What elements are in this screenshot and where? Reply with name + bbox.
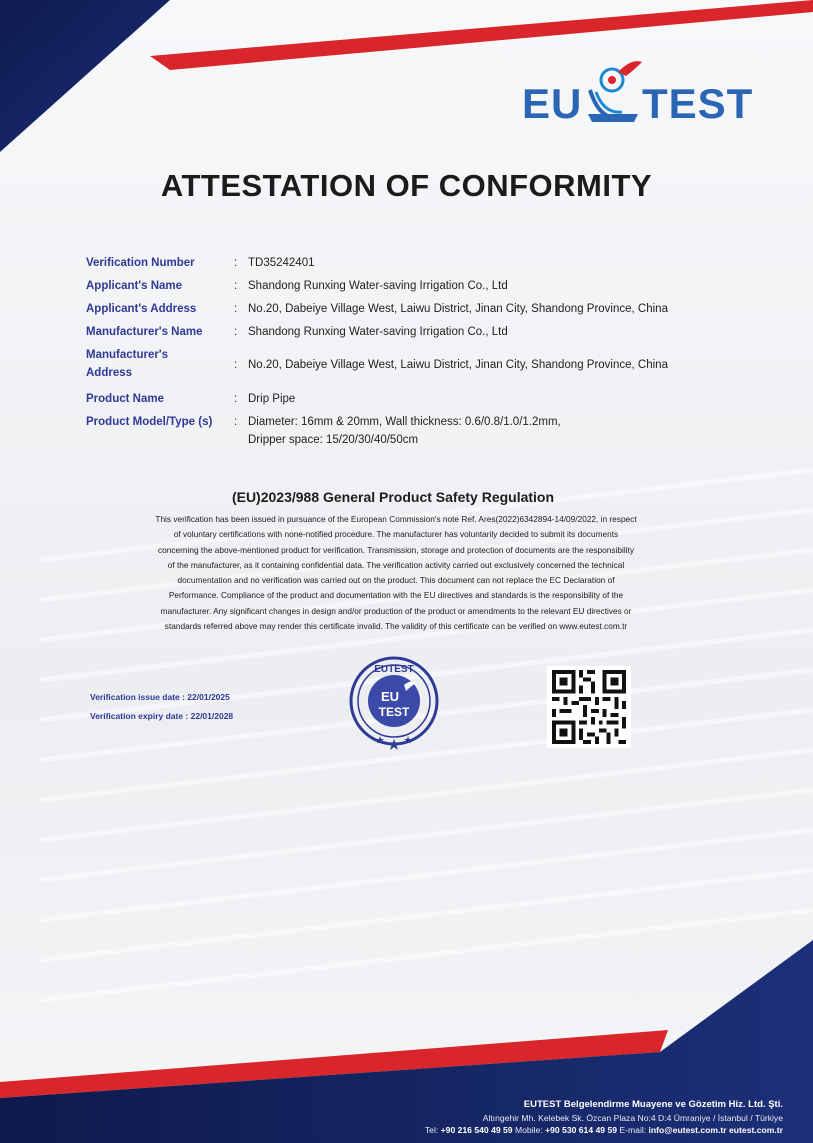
field-value: No.20, Dabeiye Village West, Laiwu District, Jinan City, Shandong Province, China — [248, 303, 668, 315]
field-label: Verification Number — [86, 257, 195, 269]
field-colon: : — [234, 280, 238, 292]
expiry-date: Verification expiry date : 22/01/2028 — [90, 711, 234, 721]
field-value-line2: Dripper space: 15/20/30/40/50cm — [248, 434, 419, 446]
field-label-line1: Manufacturer's — [86, 349, 168, 361]
logo-test-text: TEST — [642, 80, 754, 127]
field-value-line1: Diameter: 16mm & 20mm, Wall thickness: 0.6/0.8/1.0/1.2mm, — [248, 416, 561, 428]
field-label: Product Model/Type (s) — [86, 416, 213, 428]
eutest-logo — [520, 52, 770, 132]
eutest-seal — [346, 655, 442, 755]
regulation-line: concerning the above-mentioned product for verification. Transmission, storage and protection of documents are the responsibility — [158, 544, 634, 555]
field-colon: : — [234, 393, 238, 405]
footer-mobile[interactable]: +90 530 614 49 59 — [545, 1125, 618, 1135]
field-colon: : — [234, 326, 238, 338]
field-colon: : — [234, 416, 238, 428]
footer-company: EUTEST Belgelendirme Muayene ve Gözetim Hiz. Ltd. Şti. — [523, 1099, 783, 1110]
field-value: Shandong Runxing Water-saving Irrigation Co., Ltd — [248, 326, 508, 338]
seal-test-text: TEST — [378, 705, 410, 719]
field-applicant-name — [86, 277, 746, 300]
field-colon: : — [234, 359, 238, 371]
verification-dates — [90, 688, 233, 726]
footer-tel-label: Tel: — [424, 1125, 439, 1135]
logo-emblem-icon — [582, 52, 646, 132]
footer-tel[interactable]: +90 216 540 49 59 — [440, 1125, 513, 1135]
field-value: Shandong Runxing Water-saving Irrigation Co., Ltd — [248, 280, 508, 292]
field-manufacturer-name — [86, 323, 746, 346]
field-value: TD35242401 — [248, 257, 315, 269]
field-colon: : — [234, 257, 238, 269]
footer-mobile-label: Mobile: — [514, 1125, 543, 1135]
field-value — [248, 413, 746, 449]
page-title: ATTESTATION OF CONFORMITY — [160, 168, 653, 203]
regulation-line: of the manufacturer, as it containing confidential data. The verification activity carried out exclusively concerned the technical — [167, 559, 625, 570]
seal-eu-text: EU — [380, 689, 400, 704]
footer-contact — [425, 1099, 783, 1137]
regulation-body — [86, 512, 706, 634]
footer-email-label: E-mail: — [619, 1125, 647, 1135]
seal-ring-text: EUTEST — [374, 664, 414, 675]
certificate-fields — [86, 254, 746, 453]
regulation-line: manufacturer. Any significant changes in design and/or production of the product or amendments to the relevant EU directives or — [160, 605, 632, 616]
field-label: Applicant's Address — [86, 303, 197, 315]
regulation-line: This verification has been issued in pursuance of the European Commission's note Ref. Ares(2022)6342894-14/09/2022, in respect — [155, 514, 637, 524]
field-label: Product Name — [86, 393, 164, 405]
verification-qr-code[interactable] — [547, 666, 631, 748]
logo-eu-text: EU — [522, 80, 583, 127]
regulation-line: documentation and no verification was carried out on the product. This document can not replace the EC Declaration of — [177, 575, 615, 586]
footer-website-link[interactable]: eutest.com.tr — [729, 1125, 783, 1135]
footer-contact-line — [425, 1124, 783, 1137]
field-value: Drip Pipe — [248, 393, 296, 405]
regulation-title: (EU)2023/988 General Product Safety Regulation — [231, 489, 555, 505]
field-label: Applicant's Name — [86, 280, 183, 292]
field-applicant-address — [86, 300, 746, 323]
field-product-name — [86, 390, 746, 413]
field-verification-number — [86, 254, 746, 277]
issue-date: Verification issue date : 22/01/2025 — [90, 692, 230, 702]
footer-address: Altıngehir Mh. Kelebek Sk. Özcan Plaza No:4 D:4 Ümraniye / İstanbul / Türkiye — [482, 1112, 783, 1123]
field-label — [86, 346, 234, 382]
field-product-model — [86, 413, 746, 453]
regulation-line: of voluntary certifications with none-notified procedure. The manufacturer has voluntarily decided to submit its documents — [173, 529, 619, 540]
field-colon: : — [234, 303, 238, 315]
regulation-line: standards referred above may render this certificate invalid. The validity of this certificate can be verified on www.eutest.com.tr — [164, 621, 628, 632]
field-label-line2: Address — [86, 367, 133, 379]
field-label: Manufacturer's Name — [86, 326, 203, 338]
field-manufacturer-address — [86, 346, 746, 390]
field-value: No.20, Dabeiye Village West, Laiwu District, Jinan City, Shandong Province, China — [248, 359, 668, 371]
footer-email-link[interactable]: info@eutest.com.tr — [648, 1125, 727, 1135]
regulation-line: Performance. Compliance of the product and documentation with the EU directives and standards is the responsibility of the — [168, 590, 624, 601]
